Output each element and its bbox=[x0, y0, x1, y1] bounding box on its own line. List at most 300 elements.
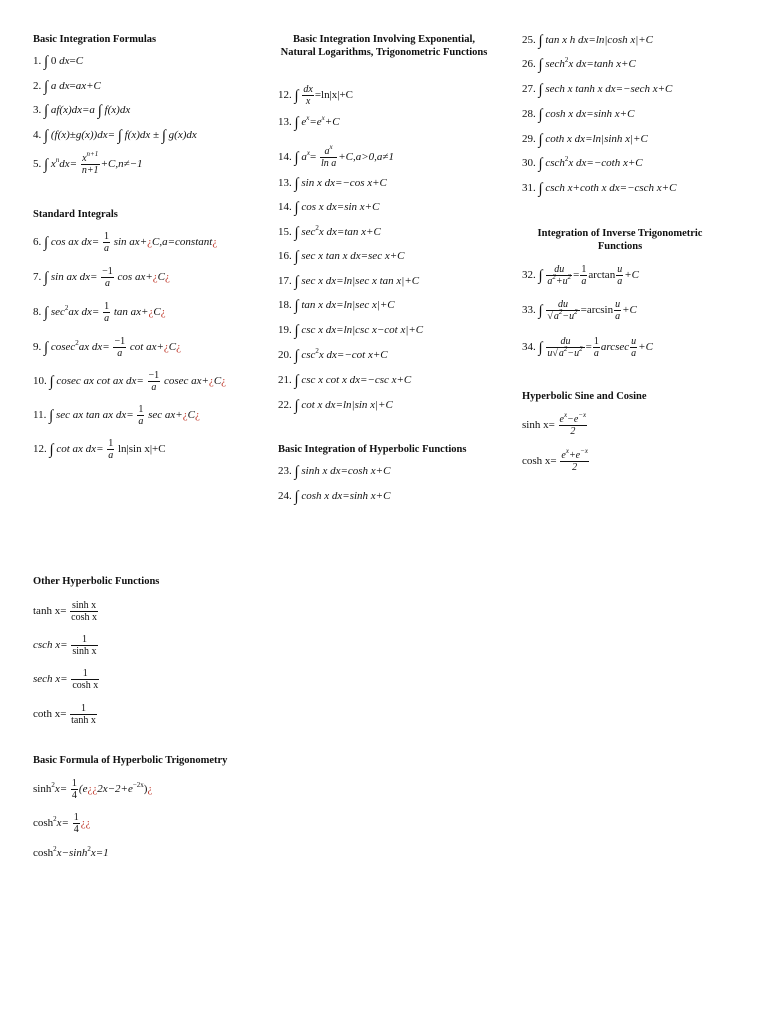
formula-part: sin ax+ bbox=[113, 236, 148, 249]
formula-part: sin x dx=−cos x+C bbox=[301, 177, 387, 189]
integral-sign: ∫ bbox=[538, 181, 543, 197]
formula-part: coth x dx=ln|sinh x|+C bbox=[545, 133, 648, 145]
exponent: 2 bbox=[558, 308, 563, 316]
integral-sign: ∫ bbox=[538, 82, 543, 98]
formula-part: = bbox=[573, 269, 580, 282]
integral-sign: ∫ bbox=[117, 128, 122, 144]
formula-number: 25. bbox=[522, 34, 536, 46]
numerator: 1 bbox=[108, 438, 114, 449]
formula-part: =e bbox=[309, 116, 322, 128]
numerator: −1 bbox=[102, 266, 113, 277]
formula-number: 23. bbox=[278, 465, 292, 477]
formula-part: = bbox=[309, 151, 317, 164]
denominator: a bbox=[104, 313, 110, 324]
formula-part: C bbox=[75, 55, 84, 67]
formula-2 bbox=[33, 79, 101, 94]
formula-number: 4. bbox=[33, 129, 42, 141]
formula-part: tanh x= bbox=[33, 605, 67, 618]
formula-number: 27. bbox=[522, 83, 536, 95]
formula-part: tan x dx=ln|sec x|+C bbox=[301, 299, 395, 311]
formula-part: sec ax+ bbox=[148, 409, 183, 422]
formula-part: ax dx= bbox=[78, 341, 110, 354]
formula-34 bbox=[522, 336, 653, 359]
integral-sign: ∫ bbox=[44, 103, 49, 119]
formula-part: sin ax dx= bbox=[50, 271, 98, 284]
numerator: +e bbox=[568, 450, 581, 461]
fraction bbox=[113, 336, 126, 359]
formula-part: +C bbox=[624, 269, 639, 282]
formula-9 bbox=[33, 336, 181, 359]
fraction bbox=[546, 336, 584, 359]
exponent: −2x bbox=[132, 781, 144, 790]
numerator: u bbox=[631, 336, 637, 347]
symbol: ¿ bbox=[212, 236, 218, 249]
numerator: 1 bbox=[71, 778, 77, 789]
symbol: ¿ bbox=[194, 409, 200, 422]
exponent: 2 bbox=[75, 339, 79, 348]
formula-number: 31. bbox=[522, 182, 536, 194]
formula-part: coth x= bbox=[33, 708, 67, 721]
formula-part: cosh x dx=sinh x+C bbox=[545, 108, 635, 120]
integral-sign: ∫ bbox=[294, 489, 299, 505]
symbol: ¿ bbox=[221, 375, 227, 388]
formula-number: 10. bbox=[33, 375, 47, 388]
formula-number: 22. bbox=[278, 399, 292, 411]
formula-part: (e bbox=[78, 783, 88, 796]
formula-part: cosec ax cot ax dx= bbox=[56, 375, 144, 388]
formula-part: sec bbox=[301, 226, 316, 238]
formula-21 bbox=[278, 373, 411, 388]
integral-sign: ∫ bbox=[44, 54, 49, 70]
exponent: x bbox=[321, 114, 325, 122]
formula-4 bbox=[33, 128, 197, 143]
denominator: cosh x bbox=[71, 612, 97, 623]
symbol: ¿ bbox=[160, 306, 166, 319]
formula-part: csc x dx=ln|csc x−cot x|+C bbox=[301, 324, 424, 336]
formula-number: 5. bbox=[33, 158, 42, 171]
exponent: 2 bbox=[563, 345, 568, 353]
exponent: 2 bbox=[564, 155, 569, 163]
exponent: 2 bbox=[53, 845, 57, 853]
integral-sign: ∫ bbox=[294, 225, 299, 241]
integral-sign: ∫ bbox=[538, 303, 543, 320]
formula-3 bbox=[33, 103, 130, 118]
exponent: x bbox=[306, 114, 310, 122]
denominator: x bbox=[305, 96, 311, 107]
denominator: u bbox=[547, 348, 553, 359]
denominator: 2 bbox=[572, 462, 578, 473]
formula-27 bbox=[522, 82, 672, 97]
formula-7 bbox=[33, 266, 170, 289]
integral-sign: ∫ bbox=[294, 176, 299, 192]
integral-sign: ∫ bbox=[44, 235, 49, 252]
formula-part: C bbox=[213, 375, 222, 388]
exponent: 2 bbox=[51, 781, 55, 790]
integral-sign: ∫ bbox=[538, 132, 543, 148]
integral-sign: ∫ bbox=[49, 442, 54, 459]
formula-part: =arcsin bbox=[580, 304, 614, 317]
formula-part: sec ax tan ax dx= bbox=[55, 409, 134, 422]
formula-number: 2. bbox=[33, 80, 42, 92]
integral-sign: ∫ bbox=[49, 408, 54, 425]
symbol: ¿ bbox=[148, 306, 154, 319]
formula-part: +C bbox=[86, 80, 101, 92]
integral-sign: ∫ bbox=[294, 200, 299, 216]
formula-part: ax bbox=[75, 80, 87, 92]
denominator: a bbox=[117, 348, 123, 359]
formula-number: 8. bbox=[33, 306, 42, 319]
fraction bbox=[137, 404, 144, 427]
cosh-squared-formula bbox=[33, 812, 91, 835]
formula-part: sec x tan x dx=sec x+C bbox=[301, 250, 405, 262]
denominator: a bbox=[593, 348, 599, 359]
formula-part: cosh x= bbox=[522, 455, 557, 468]
formula-part: sech x= bbox=[33, 673, 68, 686]
formula-14 bbox=[278, 143, 394, 169]
formula-part: cosec bbox=[50, 341, 76, 354]
fraction bbox=[73, 812, 80, 835]
formula-part: a>0,a≠1 bbox=[355, 151, 394, 164]
numerator: −1 bbox=[148, 370, 160, 381]
integral-sign: ∫ bbox=[44, 128, 49, 144]
denominator: 4 bbox=[71, 790, 77, 801]
formula-part: sinh x= bbox=[522, 419, 555, 432]
formula-number: 24. bbox=[278, 490, 292, 502]
fraction bbox=[81, 150, 100, 176]
fraction bbox=[70, 600, 98, 623]
fraction bbox=[71, 634, 97, 657]
formula-part: =ln|x|+C bbox=[314, 89, 354, 102]
formula-part: x= bbox=[56, 817, 69, 830]
symbol: ¿ bbox=[208, 375, 214, 388]
formula-part: x dx=tan x+C bbox=[318, 226, 381, 238]
fraction bbox=[107, 438, 114, 461]
formula-number: 12. bbox=[278, 89, 292, 102]
formula-part: cosh bbox=[33, 847, 54, 859]
symbol: ¿ bbox=[152, 271, 158, 284]
denominator: a bbox=[151, 382, 157, 393]
exponent: 2 bbox=[567, 273, 572, 281]
numerator: −e bbox=[567, 414, 579, 425]
formula-part: cosec ax+ bbox=[163, 375, 209, 388]
formula-5 bbox=[33, 150, 143, 176]
fraction bbox=[71, 778, 78, 801]
formula-part: csch bbox=[545, 157, 565, 169]
fraction bbox=[546, 299, 579, 322]
fraction bbox=[593, 336, 600, 359]
formula-part: ln|sin x|+C bbox=[118, 443, 166, 456]
fraction bbox=[302, 84, 313, 107]
fraction bbox=[101, 266, 114, 289]
hyperbolic-csch bbox=[33, 634, 99, 657]
exponent: n+1 bbox=[86, 150, 99, 158]
numerator: du bbox=[546, 299, 579, 311]
formula-6 bbox=[33, 231, 217, 254]
fraction bbox=[71, 668, 99, 691]
formula-part: cos ax+ bbox=[117, 271, 153, 284]
integral-sign: ∫ bbox=[538, 33, 543, 49]
formula-part: a dx bbox=[50, 80, 70, 92]
fraction bbox=[103, 301, 110, 324]
symbol: ¿ bbox=[164, 271, 170, 284]
formula-number: 13. bbox=[278, 177, 292, 189]
formula-number: 32. bbox=[522, 269, 536, 282]
formula-part: +C bbox=[324, 116, 340, 128]
formula-part: (f(x)±g(x))dx= bbox=[50, 129, 116, 141]
fraction bbox=[630, 336, 637, 359]
formula-part: C bbox=[157, 271, 165, 284]
exponent: 2 bbox=[64, 304, 69, 313]
formula-part: sec bbox=[50, 306, 65, 319]
formula-32 bbox=[522, 264, 639, 287]
numerator: −1 bbox=[114, 336, 126, 347]
exponent: n bbox=[55, 156, 60, 165]
formula-number: 11. bbox=[33, 409, 47, 422]
denominator: a bbox=[631, 348, 637, 359]
formula-17 bbox=[278, 274, 419, 289]
symbol: ¿ bbox=[176, 341, 181, 354]
fraction bbox=[546, 264, 572, 287]
formula-part: C bbox=[168, 341, 177, 354]
exponent: −x bbox=[578, 411, 587, 419]
symbol: ¿¿ bbox=[80, 817, 91, 830]
formula-12 bbox=[33, 438, 166, 461]
formula-part: csc x cot x dx=−csc x+C bbox=[301, 374, 412, 386]
formula-part: csch x+coth x dx=−csch x+C bbox=[545, 182, 677, 194]
formula-number: 20. bbox=[278, 349, 292, 361]
inverse-trig-integration-title: Integration of Inverse Trigonometric Functions bbox=[537, 228, 703, 252]
symbol: ¿ bbox=[182, 409, 188, 422]
formula-number: 18. bbox=[278, 299, 292, 311]
fraction bbox=[103, 231, 110, 254]
integral-sign: ∫ bbox=[44, 157, 49, 174]
hyperbolic-coth bbox=[33, 703, 98, 726]
formula-part: x−sinh bbox=[56, 847, 88, 859]
formula-number: 7. bbox=[33, 271, 42, 284]
fraction bbox=[559, 411, 588, 437]
formula-part: arctan bbox=[588, 269, 616, 282]
formula-part: sech bbox=[545, 58, 565, 70]
formula-number: 19. bbox=[278, 324, 292, 336]
hyperbolic-identity bbox=[33, 846, 109, 860]
formula-part: af bbox=[50, 104, 60, 116]
basic-hyperbolic-trig-title: Basic Formula of Hyperbolic Trigonometry bbox=[33, 755, 228, 766]
formula-part: (x)dx=a bbox=[59, 104, 95, 116]
formula-part: sech x tanh x dx=−sech x+C bbox=[545, 83, 673, 95]
formula-23 bbox=[278, 464, 390, 479]
denominator: +u bbox=[555, 276, 568, 287]
formula-11 bbox=[33, 404, 200, 427]
formula-part: x dx=−coth x+C bbox=[568, 157, 643, 169]
integral-sign: ∫ bbox=[294, 398, 299, 414]
numerator: e bbox=[561, 450, 566, 461]
formula-number: 15. bbox=[278, 226, 292, 238]
formula-part: arcsec bbox=[600, 341, 630, 354]
formula-part: (x)dx bbox=[107, 104, 131, 116]
formula-part: tan ax+ bbox=[113, 306, 149, 319]
formula-18 bbox=[278, 298, 395, 313]
exponent: 2 bbox=[315, 224, 319, 232]
formula-part: x= bbox=[54, 783, 68, 796]
exponent: x bbox=[565, 447, 569, 455]
formula-part: f bbox=[104, 104, 108, 116]
exponent: 2 bbox=[564, 56, 569, 64]
formula-29 bbox=[522, 132, 648, 147]
formula-part: csch x= bbox=[33, 639, 68, 652]
integral-sign: ∫ bbox=[294, 150, 299, 167]
denominator: cosh x bbox=[72, 680, 99, 691]
numerator: x bbox=[82, 153, 87, 164]
numerator: sinh x bbox=[71, 600, 97, 611]
formula-number: 13. bbox=[278, 116, 292, 128]
formula-part: dx bbox=[59, 55, 70, 67]
sqrt-icon: √ bbox=[547, 311, 553, 322]
formula-number: 14. bbox=[278, 201, 292, 213]
formula-part: sec x dx=ln|sec x tan x|+C bbox=[301, 275, 420, 287]
numerator: 1 bbox=[593, 336, 599, 347]
formula-number: 16. bbox=[278, 250, 292, 262]
numerator: du bbox=[546, 264, 572, 276]
formula-part: dx= bbox=[59, 158, 78, 171]
integral-sign: ∫ bbox=[538, 107, 543, 123]
formula-1 bbox=[33, 54, 83, 69]
hyperbolic-sech bbox=[33, 668, 100, 691]
formula-part: e bbox=[301, 116, 307, 128]
exponential-log-trig-title: Basic Integration Involving Exponential, Natural Logarithms, Trigonometric Functions bbox=[280, 34, 488, 58]
numerator: a bbox=[324, 146, 330, 157]
numerator: dx bbox=[303, 84, 313, 95]
denominator: a bbox=[108, 450, 114, 461]
denominator: sinh x bbox=[72, 646, 97, 657]
formula-number: 9. bbox=[33, 341, 42, 354]
formula-part: C bbox=[153, 306, 161, 319]
formula-8 bbox=[33, 301, 166, 324]
numerator: 1 bbox=[70, 703, 97, 715]
denominator: a bbox=[558, 348, 564, 359]
integral-sign: ∫ bbox=[44, 305, 49, 322]
integral-sign: ∫ bbox=[49, 374, 54, 391]
standard-integrals-title: Standard Integrals bbox=[33, 209, 118, 220]
integral-sign: ∫ bbox=[294, 323, 299, 339]
exponent: 2 bbox=[315, 347, 319, 355]
denominator: 4 bbox=[73, 824, 79, 835]
formula-part: f(x)dx ± bbox=[124, 129, 160, 141]
exponent: x bbox=[564, 411, 568, 419]
formula-number: 28. bbox=[522, 108, 536, 120]
integral-sign: ∫ bbox=[294, 88, 299, 105]
numerator: 1 bbox=[104, 301, 110, 312]
numerator: u bbox=[617, 264, 623, 275]
formula-number: 17. bbox=[278, 275, 292, 287]
formula-16 bbox=[278, 249, 404, 264]
integral-sign: ∫ bbox=[44, 340, 49, 357]
integral-sign: ∫ bbox=[44, 270, 49, 287]
formula-part: x dx=tanh x+C bbox=[568, 58, 636, 70]
fraction bbox=[148, 370, 161, 393]
formula-13 bbox=[278, 115, 340, 130]
formula-part: tan x h dx=ln|cosh x|+C bbox=[545, 34, 654, 46]
formula-number: 34. bbox=[522, 341, 536, 354]
denominator: ln a bbox=[320, 158, 337, 169]
numerator: e bbox=[559, 414, 564, 425]
formula-part: sinh x dx=cosh x+C bbox=[301, 465, 391, 477]
formula-part: +C bbox=[622, 304, 637, 317]
formula-number: 6. bbox=[33, 236, 42, 249]
formula-number: 21. bbox=[278, 374, 292, 386]
formula-part: = bbox=[69, 80, 76, 92]
formula-part: C bbox=[187, 409, 195, 422]
symbol: ¿ bbox=[147, 783, 153, 796]
integral-sign: ∫ bbox=[538, 340, 543, 357]
denominator: a bbox=[138, 416, 144, 427]
denominator: −u bbox=[567, 348, 580, 359]
formula-part: +C bbox=[638, 341, 653, 354]
symbol: ¿ bbox=[163, 341, 169, 354]
formula-part: sinh bbox=[33, 783, 52, 796]
formula-part: C, bbox=[152, 236, 163, 249]
formula-28 bbox=[522, 107, 634, 122]
formula-part: ) bbox=[143, 783, 148, 796]
sinh-squared-formula bbox=[33, 778, 152, 801]
numerator: 1 bbox=[71, 634, 97, 646]
formula-26 bbox=[522, 57, 636, 72]
exponent: x bbox=[329, 143, 333, 151]
sinh-definition bbox=[522, 411, 588, 437]
formula-part: cot ax+ bbox=[129, 341, 164, 354]
formula-30 bbox=[522, 156, 643, 171]
exponent: 2 bbox=[87, 845, 91, 853]
integral-sign: ∫ bbox=[294, 274, 299, 290]
integral-sign: ∫ bbox=[294, 348, 299, 364]
formula-19 bbox=[278, 323, 423, 338]
denominator: a bbox=[104, 278, 110, 289]
formula-part: +C, bbox=[338, 151, 356, 164]
formula-part: cos x dx=sin x+C bbox=[301, 201, 380, 213]
hyperbolic-tanh bbox=[33, 600, 99, 623]
numerator: 1 bbox=[73, 812, 79, 823]
formula-24 bbox=[278, 489, 390, 504]
cosh-definition bbox=[522, 447, 590, 473]
formula-part: g(x)dx bbox=[168, 129, 197, 141]
formula-33 bbox=[522, 299, 637, 322]
exponent: 2 bbox=[579, 345, 583, 353]
numerator: 1 bbox=[103, 231, 109, 242]
numerator: 1 bbox=[71, 668, 99, 680]
formula-22 bbox=[278, 398, 393, 413]
formula-part: = bbox=[585, 341, 592, 354]
fraction bbox=[616, 264, 623, 287]
integral-sign: ∫ bbox=[294, 298, 299, 314]
other-hyperbolic-title: Other Hyperbolic Functions bbox=[33, 576, 160, 587]
integral-sign: ∫ bbox=[161, 128, 166, 144]
fraction bbox=[614, 299, 621, 322]
formula-13b bbox=[278, 176, 387, 191]
formula-number: 29. bbox=[522, 133, 536, 145]
integral-sign: ∫ bbox=[97, 103, 102, 119]
fraction bbox=[580, 264, 587, 287]
formula-number: 30. bbox=[522, 157, 536, 169]
formula-12b bbox=[278, 84, 353, 107]
hyperbolic-integration-title: Basic Integration of Hyperbolic Functions bbox=[278, 444, 467, 455]
formula-part: +C, bbox=[100, 158, 119, 171]
formula-part: cosh x dx=sinh x+C bbox=[301, 490, 391, 502]
numerator: u bbox=[615, 299, 621, 310]
formula-number: 3. bbox=[33, 104, 42, 116]
sqrt-icon: √ bbox=[552, 348, 558, 359]
formula-14b bbox=[278, 200, 379, 215]
symbol: ¿¿ bbox=[87, 783, 98, 796]
fraction bbox=[70, 703, 97, 726]
